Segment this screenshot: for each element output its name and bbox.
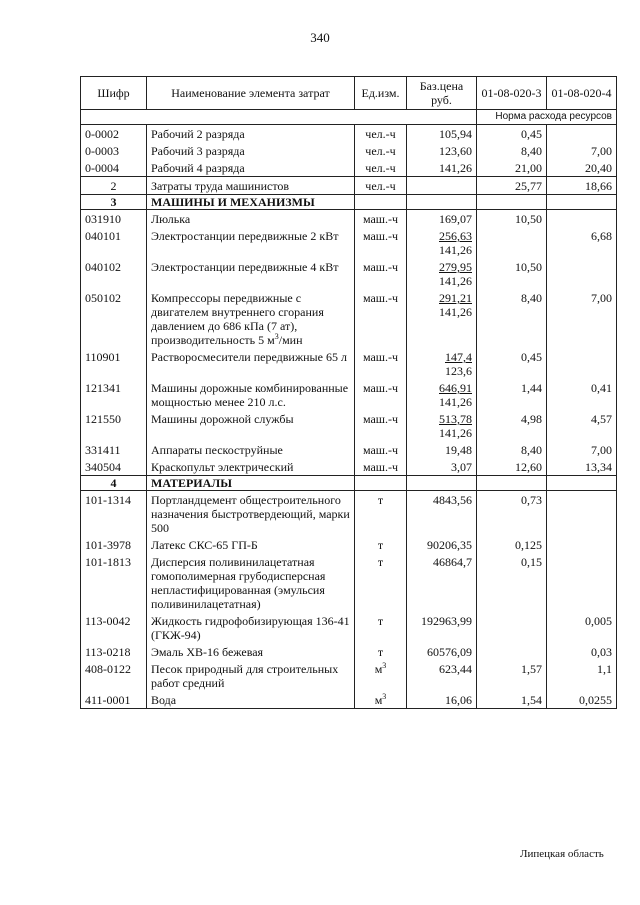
- section-row: [81, 476, 617, 491]
- price-wage: 141,26: [439, 274, 472, 288]
- header-name: Наименование элемента затрат: [147, 77, 355, 110]
- row-unit: маш.-ч: [355, 379, 407, 410]
- row-price: 4843,56: [407, 491, 477, 537]
- group-code: 2: [81, 177, 147, 195]
- row-code: 101-1314: [81, 491, 147, 537]
- row-name: Рабочий 2 разряда: [147, 125, 355, 143]
- row-code: 101-1813: [81, 553, 147, 612]
- section-row: [81, 195, 617, 210]
- table-row: [81, 491, 617, 537]
- row-norm-b: 18,66: [547, 177, 617, 195]
- group-name: Затраты труда машинистов: [147, 177, 355, 195]
- row-name: Песок природный для строительных работ средний: [147, 660, 355, 691]
- row-name: Машины дорожной службы: [147, 410, 355, 441]
- header-col-b: 01-08-020-4: [547, 77, 617, 110]
- row-price: 141,26: [407, 159, 477, 177]
- table-row: [81, 458, 617, 476]
- row-norm-b: 6,68: [547, 227, 617, 258]
- row-price: 169,07: [407, 210, 477, 228]
- header-col-a: 01-08-020-3: [477, 77, 547, 110]
- row-unit: т: [355, 536, 407, 553]
- row-price: [407, 258, 477, 289]
- header-unit: Ед.изм.: [355, 77, 407, 110]
- row-norm-a: 4,98: [477, 410, 547, 441]
- row-unit: т: [355, 553, 407, 612]
- row-unit: т: [355, 643, 407, 660]
- row-norm-b: 0,41: [547, 379, 617, 410]
- row-norm-a: [477, 643, 547, 660]
- row-name-text: Компрессоры передвижные с двигателем внутреннего сгорания давлением до 686 кПа (7 ат), производительность 5 м: [151, 291, 324, 347]
- row-name: Машины дорожные комбинированные мощностью менее 210 л.с.: [147, 379, 355, 410]
- price-machine: 279,95: [439, 260, 472, 274]
- table-row: [81, 691, 617, 709]
- price-wage: 141,26: [439, 395, 472, 409]
- row-name: Рабочий 4 разряда: [147, 159, 355, 177]
- row-code: 113-0218: [81, 643, 147, 660]
- row-norm-b: [547, 210, 617, 228]
- row-price: [407, 227, 477, 258]
- row-norm-a: 8,40: [477, 441, 547, 458]
- table-row: [81, 643, 617, 660]
- row-norm-a: 1,44: [477, 379, 547, 410]
- row-norm-a: [477, 227, 547, 258]
- row-name: Жидкость гидрофобизирующая 136-41 (ГКЖ-94): [147, 612, 355, 643]
- row-unit: чел.-ч: [355, 142, 407, 159]
- row-name-tail: /мин: [278, 333, 303, 347]
- table-row: [81, 379, 617, 410]
- row-price: 123,60: [407, 142, 477, 159]
- price-machine: 646,91: [439, 381, 472, 395]
- row-price: 3,07: [407, 458, 477, 476]
- row-norm-a: 1,54: [477, 691, 547, 709]
- unit-sup: 3: [382, 692, 387, 701]
- table-row: [81, 289, 617, 348]
- row-price: [407, 177, 477, 195]
- row-price: [407, 379, 477, 410]
- unit-text: м: [374, 693, 383, 707]
- row-unit: чел.-ч: [355, 159, 407, 177]
- row-norm-b: 0,005: [547, 612, 617, 643]
- row-price: 105,94: [407, 125, 477, 143]
- row-norm-a: 0,45: [477, 125, 547, 143]
- row-name: Краскопульт электрический: [147, 458, 355, 476]
- row-norm-b: 4,57: [547, 410, 617, 441]
- table-row: [81, 553, 617, 612]
- row-unit: маш.-ч: [355, 441, 407, 458]
- row-norm-a: 0,45: [477, 348, 547, 379]
- row-code: 113-0042: [81, 612, 147, 643]
- footer-region: Липецкая область: [520, 848, 604, 860]
- row-unit: [355, 660, 407, 691]
- row-unit: маш.-ч: [355, 227, 407, 258]
- price-wage: 123,6: [445, 364, 472, 378]
- table-row: [81, 660, 617, 691]
- row-norm-b: [547, 553, 617, 612]
- row-code: 408-0122: [81, 660, 147, 691]
- price-machine: 291,21: [439, 291, 472, 305]
- row-name: Эмаль ХВ-16 бежевая: [147, 643, 355, 660]
- table-header-row: [81, 77, 617, 110]
- row-norm-b: 7,00: [547, 142, 617, 159]
- row-norm-a: 12,60: [477, 458, 547, 476]
- row-code: 411-0001: [81, 691, 147, 709]
- row-price: 90206,35: [407, 536, 477, 553]
- row-norm-b: [547, 258, 617, 289]
- section-title: МАТЕРИАЛЫ: [147, 476, 355, 491]
- row-norm-a: 21,00: [477, 159, 547, 177]
- row-norm-a: 0,125: [477, 536, 547, 553]
- resource-table: [80, 76, 617, 709]
- row-name: [147, 289, 355, 348]
- table-row: [81, 142, 617, 159]
- row-code: 340504: [81, 458, 147, 476]
- row-norm-a: 25,77: [477, 177, 547, 195]
- row-norm-a: [477, 612, 547, 643]
- row-name: Латекс СКС-65 ГП-Б: [147, 536, 355, 553]
- row-unit: маш.-ч: [355, 348, 407, 379]
- row-norm-b: 1,1: [547, 660, 617, 691]
- price-wage: 141,26: [439, 305, 472, 319]
- table-row: [81, 125, 617, 143]
- row-norm-b: 0,03: [547, 643, 617, 660]
- row-unit: маш.-ч: [355, 289, 407, 348]
- row-price: 192963,99: [407, 612, 477, 643]
- row-code: 040101: [81, 227, 147, 258]
- row-norm-a: 1,57: [477, 660, 547, 691]
- row-unit: маш.-ч: [355, 458, 407, 476]
- row-price: 19,48: [407, 441, 477, 458]
- price-machine: 256,63: [439, 229, 472, 243]
- table-row: [81, 159, 617, 177]
- row-name: Растворосмесители передвижные 65 л: [147, 348, 355, 379]
- row-norm-b: [547, 536, 617, 553]
- row-norm-b: 7,00: [547, 441, 617, 458]
- header-code: Шифр: [81, 77, 147, 110]
- row-norm-a: 0,73: [477, 491, 547, 537]
- section-title: МАШИНЫ И МЕХАНИЗМЫ: [147, 195, 355, 210]
- row-norm-b: 20,40: [547, 159, 617, 177]
- row-price: 16,06: [407, 691, 477, 709]
- row-name: Аппараты пескоструйные: [147, 441, 355, 458]
- row-unit: маш.-ч: [355, 258, 407, 289]
- row-unit: чел.-ч: [355, 125, 407, 143]
- row-code: 101-3978: [81, 536, 147, 553]
- row-price: [407, 410, 477, 441]
- row-code: 121341: [81, 379, 147, 410]
- row-name: Портландцемент общестроительного назначения быстротвердеющий, марки 500: [147, 491, 355, 537]
- row-name: Вода: [147, 691, 355, 709]
- row-code: 331411: [81, 441, 147, 458]
- row-code: 050102: [81, 289, 147, 348]
- table-row: [81, 612, 617, 643]
- row-unit: маш.-ч: [355, 410, 407, 441]
- row-code: 110901: [81, 348, 147, 379]
- row-name: Электростанции передвижные 4 кВт: [147, 258, 355, 289]
- row-name: Электростанции передвижные 2 кВт: [147, 227, 355, 258]
- price-machine: 513,78: [439, 412, 472, 426]
- row-price: 623,44: [407, 660, 477, 691]
- row-name-sup: 3: [274, 332, 279, 341]
- price-wage: 141,26: [439, 243, 472, 257]
- row-norm-a: 0,15: [477, 553, 547, 612]
- page-number: 340: [310, 30, 330, 45]
- table-row: [81, 441, 617, 458]
- row-norm-a: 8,40: [477, 289, 547, 348]
- row-unit: т: [355, 612, 407, 643]
- table-row: [81, 536, 617, 553]
- row-norm-b: 7,00: [547, 289, 617, 348]
- row-code: 040102: [81, 258, 147, 289]
- row-code: 0-0004: [81, 159, 147, 177]
- row-price: [407, 348, 477, 379]
- row-code: 0-0003: [81, 142, 147, 159]
- norm-row: [81, 110, 617, 125]
- row-price: 46864,7: [407, 553, 477, 612]
- unit-sup: 3: [382, 661, 387, 670]
- row-norm-b: 13,34: [547, 458, 617, 476]
- row-norm-a: 10,50: [477, 258, 547, 289]
- price-machine: 147,4: [445, 350, 472, 364]
- group-row: [81, 177, 617, 195]
- price-wage: 141,26: [439, 426, 472, 440]
- table-row: [81, 227, 617, 258]
- table-row: [81, 258, 617, 289]
- row-name: Рабочий 3 разряда: [147, 142, 355, 159]
- row-norm-a: 10,50: [477, 210, 547, 228]
- row-code: 121550: [81, 410, 147, 441]
- unit-text: м: [374, 662, 383, 676]
- row-price: 60576,09: [407, 643, 477, 660]
- row-unit: т: [355, 491, 407, 537]
- section-code: 3: [81, 195, 147, 210]
- row-norm-b: [547, 348, 617, 379]
- norm-label: Норма расхода ресурсов: [477, 110, 617, 125]
- row-norm-b: [547, 125, 617, 143]
- row-unit: чел.-ч: [355, 177, 407, 195]
- row-name: Дисперсия поливинилацетатная гомополимерная грубодисперсная непластифицированная (эмульсия поливинилацетатная): [147, 553, 355, 612]
- row-unit: [355, 691, 407, 709]
- row-norm-b: [547, 491, 617, 537]
- table-row: [81, 410, 617, 441]
- section-code: 4: [81, 476, 147, 491]
- row-norm-b: 0,0255: [547, 691, 617, 709]
- row-name: Люлька: [147, 210, 355, 228]
- row-unit: маш.-ч: [355, 210, 407, 228]
- table-row: [81, 348, 617, 379]
- row-price: [407, 289, 477, 348]
- row-code: 0-0002: [81, 125, 147, 143]
- row-code: 031910: [81, 210, 147, 228]
- header-price: Баз.цена руб.: [407, 77, 477, 110]
- row-norm-a: 8,40: [477, 142, 547, 159]
- table-row: [81, 210, 617, 228]
